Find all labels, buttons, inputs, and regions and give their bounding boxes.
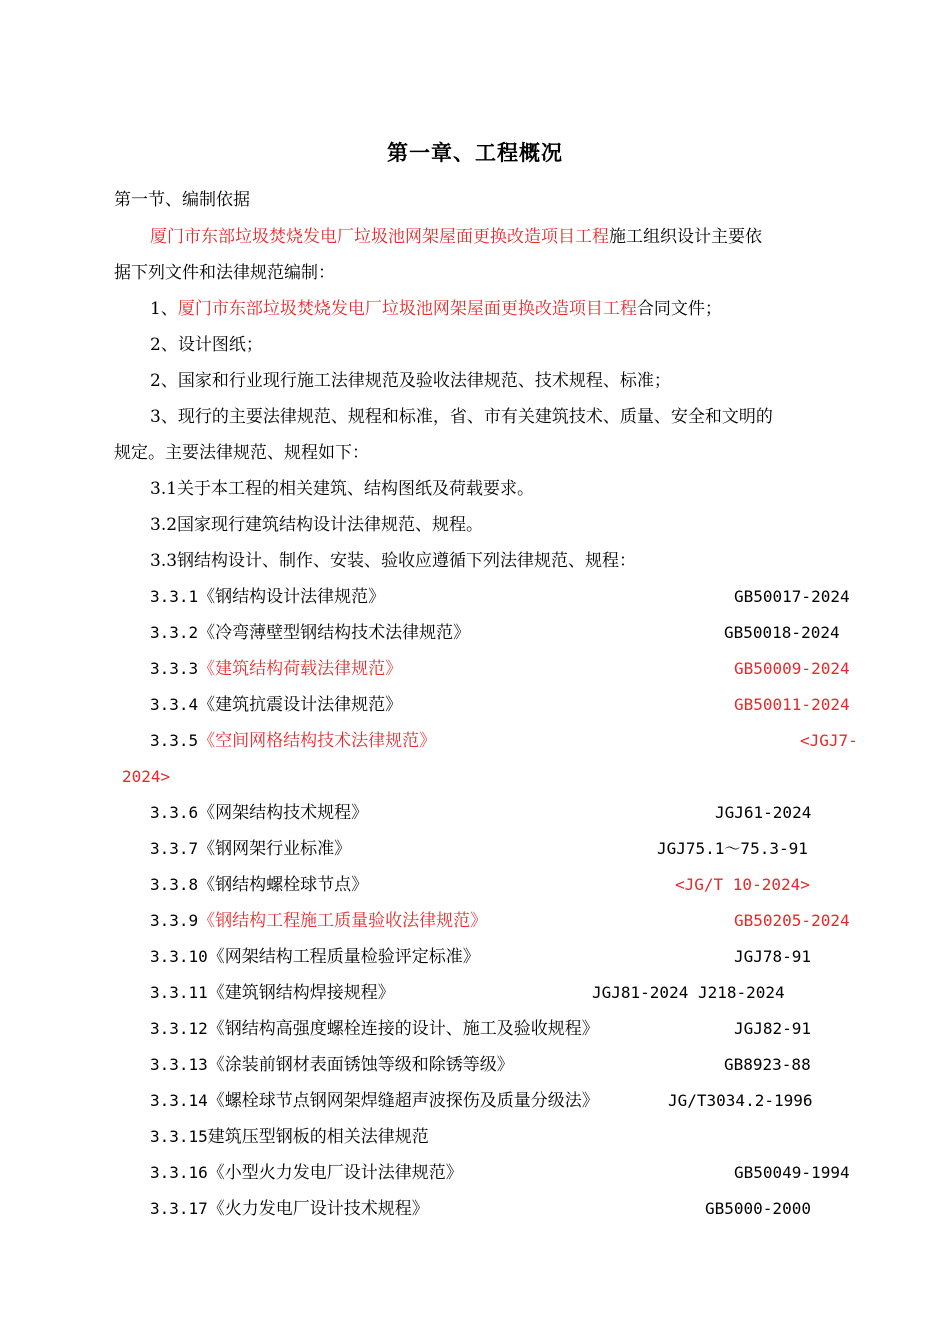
section-heading: 第一节、编制依据 bbox=[114, 190, 250, 210]
standard-item: 3.3.5《空间网格结构技术法律规范》 bbox=[150, 731, 437, 751]
standard-item: 3.3.11《建筑钢结构焊接规程》 bbox=[150, 983, 395, 1003]
standard-item: 3.3.9《钢结构工程施工质量验收法律规范》 bbox=[150, 911, 488, 931]
standard-code-continuation: 2024> bbox=[122, 767, 171, 786]
standard-item: 3.3.15建筑压型钢板的相关法律规范 bbox=[150, 1127, 429, 1147]
item-1 bbox=[150, 298, 722, 320]
standard-item: 3.3.6《网架结构技术规程》 bbox=[150, 803, 369, 823]
standard-item: 3.3.4《建筑抗震设计法律规范》 bbox=[150, 695, 403, 715]
standard-code: GB5000-2000 bbox=[705, 1199, 811, 1218]
intro-line-1 bbox=[150, 226, 762, 248]
item-2-drawings: 2、设计图纸； bbox=[150, 335, 263, 355]
standard-code: <JGJ7- bbox=[800, 731, 858, 750]
intro-line-2: 据下列文件和法律规范编制： bbox=[114, 263, 335, 283]
standard-item: 3.3.7《钢网架行业标准》 bbox=[150, 839, 352, 859]
standard-item: 3.3.3《建筑结构荷载法律规范》 bbox=[150, 659, 403, 679]
item-3-line-1: 3、现行的主要法律规范、规程和标准，省、市有关建筑技术、质量、安全和文明的 bbox=[150, 407, 773, 427]
item-1-suffix: 合同文件； bbox=[636, 299, 722, 319]
item-1-number: 1、 bbox=[150, 299, 178, 319]
standard-code: GB8923-88 bbox=[724, 1055, 811, 1074]
project-name: 厦门市东部垃圾焚烧发电厂垃圾池网架屋面更换改造项目工程 bbox=[150, 227, 609, 247]
standard-code: GB50011-2024 bbox=[734, 695, 850, 714]
standard-code: GB50049-1994 bbox=[734, 1163, 850, 1182]
standard-code: GB50017-2024 bbox=[734, 587, 850, 606]
standard-code: GB50205-2024 bbox=[734, 911, 850, 930]
item-3-line-2: 规定。主要法律规范、规程如下： bbox=[114, 443, 369, 463]
item-2-codes: 2、国家和行业现行施工法律规范及验收法律规范、技术规程、标准； bbox=[150, 371, 671, 391]
item-1-project-name: 厦门市东部垃圾焚烧发电厂垃圾池网架屋面更换改造项目工程 bbox=[177, 299, 637, 319]
standard-item: 3.3.2《冷弯薄壁型钢结构技术法律规范》 bbox=[150, 623, 471, 643]
intro-text: 施工组织设计主要依 bbox=[609, 227, 762, 247]
standard-code: JGJ78-91 bbox=[734, 947, 812, 966]
standard-item: 3.3.14《螺栓球节点钢网架焊缝超声波探伤及质量分级法》 bbox=[150, 1091, 599, 1111]
standard-item: 3.3.12《钢结构高强度螺栓连接的设计、施工及验收规程》 bbox=[150, 1019, 599, 1039]
standard-code: JGJ81-2024 J218-2024 bbox=[592, 983, 785, 1002]
standard-item: 3.3.8《钢结构螺栓球节点》 bbox=[150, 875, 369, 895]
standard-code: JGJ82-91 bbox=[734, 1019, 812, 1038]
standard-item: 3.3.1《钢结构设计法律规范》 bbox=[150, 587, 386, 607]
sub-3-3: 3.3钢结构设计、制作、安装、验收应遵循下列法律规范、规程： bbox=[150, 551, 637, 571]
standard-item: 3.3.17《火力发电厂设计技术规程》 bbox=[150, 1199, 429, 1219]
standard-item: 3.3.13《涂装前钢材表面锈蚀等级和除锈等级》 bbox=[150, 1055, 514, 1075]
sub-3-2: 3.2国家现行建筑结构设计法律规范、规程。 bbox=[150, 515, 484, 535]
chapter-title: 第一章、工程概况 bbox=[387, 140, 563, 165]
standard-code: JG/T3034.2-1996 bbox=[668, 1091, 813, 1110]
sub-3-1: 3.1关于本工程的相关建筑、结构图纸及荷载要求。 bbox=[150, 479, 535, 499]
standard-code: GB50009-2024 bbox=[734, 659, 850, 678]
standard-item: 3.3.10《网架结构工程质量检验评定标准》 bbox=[150, 947, 480, 967]
standard-code: <JG/T 10-2024> bbox=[675, 875, 810, 894]
standard-code: GB50018-2024 bbox=[724, 623, 840, 642]
standard-item: 3.3.16《小型火力发电厂设计法律规范》 bbox=[150, 1163, 463, 1183]
standard-code: JGJ61-2024 bbox=[715, 803, 812, 822]
standard-code: JGJ75.1～75.3-91 bbox=[657, 839, 808, 858]
